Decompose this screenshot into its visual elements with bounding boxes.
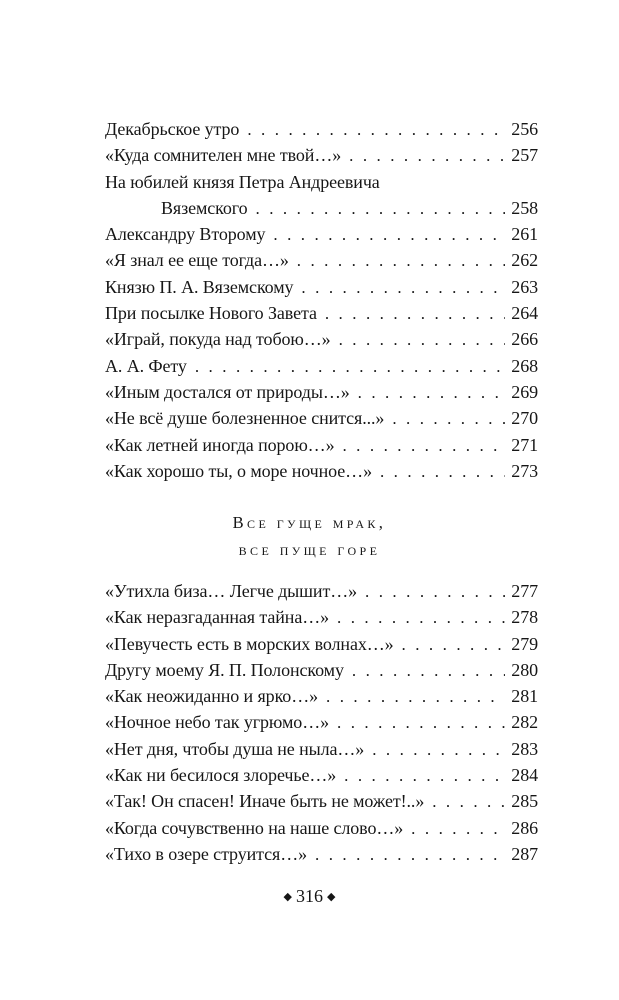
diamond-ornament-icon: ◆ bbox=[283, 891, 292, 903]
toc-entry-title: «Нет дня, чтобы душа не ныла…» bbox=[105, 738, 365, 759]
section-heading-line-2: все пуще горе bbox=[238, 540, 381, 559]
toc-entry-title: «Как летней иногда порою…» bbox=[105, 434, 335, 455]
toc-entry-page: 268 bbox=[511, 355, 538, 376]
leader-dots bbox=[247, 117, 505, 143]
leader-dots bbox=[325, 301, 505, 327]
toc-entry-page: 258 bbox=[511, 197, 538, 218]
leader-dots bbox=[337, 710, 505, 736]
toc-entry bbox=[105, 841, 538, 867]
toc-entry-page: 277 bbox=[511, 581, 538, 601]
leader-dots bbox=[256, 196, 506, 222]
toc-entry bbox=[105, 195, 538, 221]
toc-entry-title: «Когда сочувственно на наше слово…» bbox=[105, 817, 404, 838]
toc-entry bbox=[105, 631, 538, 657]
leader-dots bbox=[358, 380, 506, 406]
toc-entry-page: 263 bbox=[511, 276, 538, 297]
toc-entry-page: 256 bbox=[511, 119, 538, 139]
toc-entry-page: 273 bbox=[511, 460, 538, 481]
toc-entry-title: «Так! Он спасен! Иначе быть не может!..» bbox=[105, 791, 425, 812]
toc-entry bbox=[105, 326, 538, 352]
leader-dots bbox=[349, 143, 505, 169]
toc-entry-page: 281 bbox=[511, 686, 538, 707]
toc-entry-page: 271 bbox=[511, 434, 538, 455]
toc-entry-title: «Я знал ее еще тогда…» bbox=[105, 250, 289, 271]
toc-entry-page: 279 bbox=[511, 633, 538, 654]
leader-dots bbox=[372, 737, 505, 763]
toc-entry-title: При посылке Нового Завета bbox=[105, 303, 317, 324]
toc-section-2 bbox=[105, 578, 538, 867]
toc-entry-page: 262 bbox=[511, 250, 538, 271]
diamond-ornament-icon: ◆ bbox=[327, 891, 336, 903]
toc-entry-page: 283 bbox=[511, 738, 538, 759]
toc-entry-title: «Не всё душе болезненное снится...» bbox=[105, 408, 385, 429]
toc-entry-title: Декабрьское утро bbox=[105, 119, 240, 139]
leader-dots bbox=[326, 684, 505, 710]
toc-entry-page: 280 bbox=[511, 659, 538, 680]
toc-entry-title: «Куда сомнителен мне твой…» bbox=[105, 145, 342, 166]
toc-entry-page: 264 bbox=[511, 303, 538, 324]
leader-dots bbox=[380, 459, 505, 485]
toc-entry-page: 261 bbox=[511, 224, 538, 245]
toc-entry-title: «Играй, покуда над тобою…» bbox=[105, 329, 331, 350]
toc-entry-title: «Как неразгаданная тайна…» bbox=[105, 607, 330, 628]
toc-entry bbox=[105, 353, 538, 379]
toc-entry bbox=[105, 788, 538, 814]
toc-entry-page: 282 bbox=[511, 712, 538, 733]
toc-entry bbox=[105, 405, 538, 431]
page-footer bbox=[0, 884, 619, 909]
leader-dots bbox=[365, 579, 505, 605]
toc-entry bbox=[105, 247, 538, 273]
toc-entry bbox=[105, 116, 538, 142]
toc-entry bbox=[105, 379, 538, 405]
section-heading bbox=[0, 509, 619, 563]
toc-entry-page: 257 bbox=[511, 145, 538, 166]
toc-entry-page: 278 bbox=[511, 607, 538, 628]
toc-section-1 bbox=[105, 116, 538, 484]
toc-entry bbox=[105, 604, 538, 630]
toc-entry bbox=[105, 458, 538, 484]
toc-entry-title: «Как неожиданно и ярко…» bbox=[105, 686, 319, 707]
leader-dots bbox=[301, 275, 505, 301]
toc-entry-page: 270 bbox=[511, 408, 538, 429]
page-number: 316 bbox=[296, 886, 323, 906]
toc-entry-title: «Как ни бесилося злоречье…» bbox=[105, 765, 337, 786]
toc-entry bbox=[105, 736, 538, 762]
toc-entry bbox=[105, 709, 538, 735]
leader-dots bbox=[342, 433, 505, 459]
toc-entry-page: 284 bbox=[511, 765, 538, 786]
toc-entry-title: «Певучесть есть в морских волнах…» bbox=[105, 633, 394, 654]
toc-entry-page: 286 bbox=[511, 817, 538, 838]
leader-dots bbox=[411, 816, 505, 842]
leader-dots bbox=[195, 354, 505, 380]
toc-entry-title-continued: Вяземского bbox=[161, 197, 248, 218]
leader-dots bbox=[337, 605, 505, 631]
toc-entry-title: Другу моему Я. П. Полонскому bbox=[105, 659, 344, 680]
leader-dots bbox=[352, 658, 505, 684]
toc-entry-title: «Иным достался от природы…» bbox=[105, 381, 350, 402]
toc-entry bbox=[105, 815, 538, 841]
leader-dots bbox=[297, 248, 506, 274]
leader-dots bbox=[402, 632, 506, 658]
toc-entry-title: «Ночное небо так угрюмо…» bbox=[105, 712, 330, 733]
toc-entry-page: 266 bbox=[511, 329, 538, 350]
leader-dots bbox=[315, 842, 505, 868]
leader-dots bbox=[432, 789, 505, 815]
toc-entry bbox=[105, 432, 538, 458]
toc-entry-title: «Как хорошо ты, о море ночное…» bbox=[105, 460, 372, 481]
toc-entry bbox=[105, 657, 538, 683]
toc-entry bbox=[105, 578, 538, 604]
toc-entry-title: «Тихо в озере струится…» bbox=[105, 843, 308, 864]
leader-dots bbox=[339, 327, 506, 353]
section-heading-line-1: Все гуще мрак, bbox=[232, 513, 387, 532]
toc-entry bbox=[105, 683, 538, 709]
toc-entry-page: 287 bbox=[511, 843, 538, 864]
toc-entry-title: На юбилей князя Петра Андреевича bbox=[105, 171, 380, 192]
toc-entry-title: А. А. Фету bbox=[105, 355, 187, 376]
toc-entry bbox=[105, 142, 538, 168]
leader-dots bbox=[392, 406, 505, 432]
toc-entry-page: 269 bbox=[511, 381, 538, 402]
toc-entry bbox=[105, 221, 538, 247]
toc-entry-title: «Утихла биза… Легче дышит…» bbox=[105, 581, 358, 601]
toc-entry-title: Александру Второму bbox=[105, 224, 266, 245]
toc-entry-title: Князю П. А. Вяземскому bbox=[105, 276, 294, 297]
toc-entry bbox=[105, 274, 538, 300]
toc-entry-line1 bbox=[105, 169, 538, 195]
toc-entry bbox=[105, 300, 538, 326]
leader-dots bbox=[273, 222, 505, 248]
leader-dots bbox=[344, 763, 505, 789]
toc-entry bbox=[105, 762, 538, 788]
toc-entry-page: 285 bbox=[511, 791, 538, 812]
